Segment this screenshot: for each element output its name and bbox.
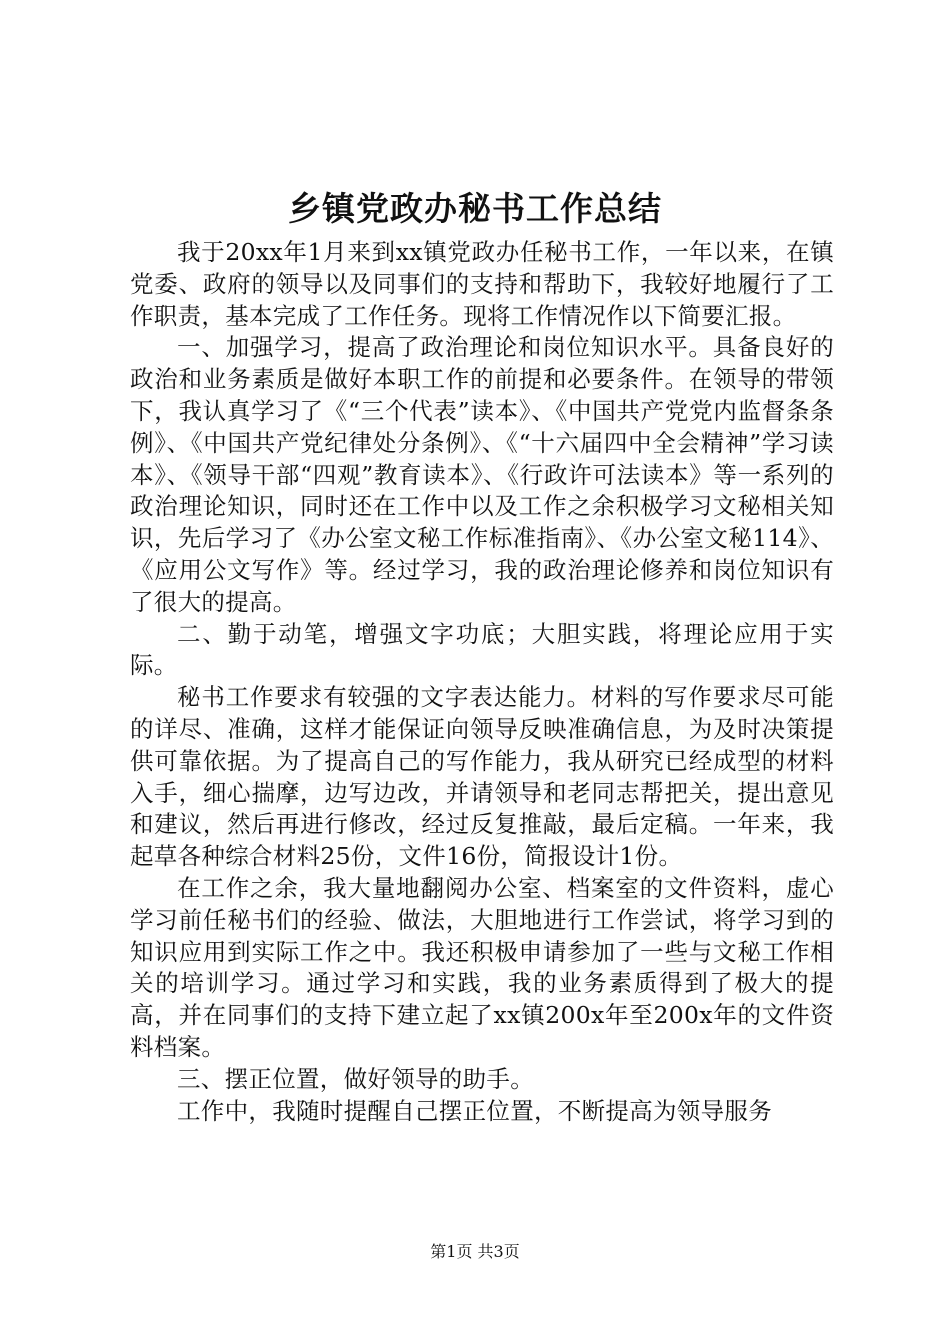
paragraph-section-2-heading: 二、勤于动笔，增强文字功底；大胆实践，将理论应用于实际。 bbox=[130, 619, 834, 680]
paragraph-writing: 秘书工作要求有较强的文字表达能力。材料的写作要求尽可能的详尽、准确，这样才能保证向领导反映准确信息，为及时决策提供可靠依据。为了提高自己的写作能力，我从研究已经成型的材料入手，细心揣摩，边写边改，并请领导和老同志帮把关，提出意见和建议，然后再进行修改，经过反复推敲，最后定稿。一年来，我起草各种综合材料25份，文件16份，简报设计1份。 bbox=[130, 683, 834, 871]
paragraph-intro: 我于20xx年1月来到xx镇党政办任秘书工作，一年以来，在镇党委、政府的领导以及同事们的支持和帮助下，我较好地履行了工作职责，基本完成了工作任务。现将工作情况作以下简要汇报。 bbox=[130, 238, 834, 330]
paragraph-section-1: 一、加强学习，提高了政治理论和岗位知识水平。具备良好的政治和业务素质是做好本职工作的前提和必要条件。在领导的带领下，我认真学习了《“三个代表”读本》、《中国共产党党内监督条条例》、《中国共产党纪律处分条例》、《“十六届四中全会精神”学习读本》、《领导干部“四观”教育读本》、《行政许可法读本》等一系列的政治理论知识，同时还在工作中以及工作之余积极学习文秘相关知识，先后学习了《办公室文秘工作标准指南》、《办公室文秘114》、《应用公文写作》等。经过学习，我的政治理论修养和岗位知识有了很大的提高。 bbox=[130, 333, 834, 616]
paragraph-section-3-heading: 三、摆正位置，做好领导的助手。 bbox=[177, 1064, 534, 1093]
page-number-footer: 第1页 共3页 bbox=[430, 1242, 520, 1261]
document-title: 乡镇党政办秘书工作总结 bbox=[288, 189, 662, 228]
paragraph-practice: 在工作之余，我大量地翻阅办公室、档案室的文件资料，虚心学习前任秘书们的经验、做法，大胆地进行工作尝试，将学习到的知识应用到实际工作之中。我还积极申请参加了一些与文秘工作相关的培训学习。通过学习和实践，我的业务素质得到了极大的提高，并在同事们的支持下建立起了xx镇200x年至200x年的文件资料档案。 bbox=[130, 873, 834, 1061]
document-body bbox=[130, 237, 834, 1127]
paragraph-position: 工作中，我随时提醒自己摆正位置，不断提高为领导服务 bbox=[177, 1096, 772, 1125]
